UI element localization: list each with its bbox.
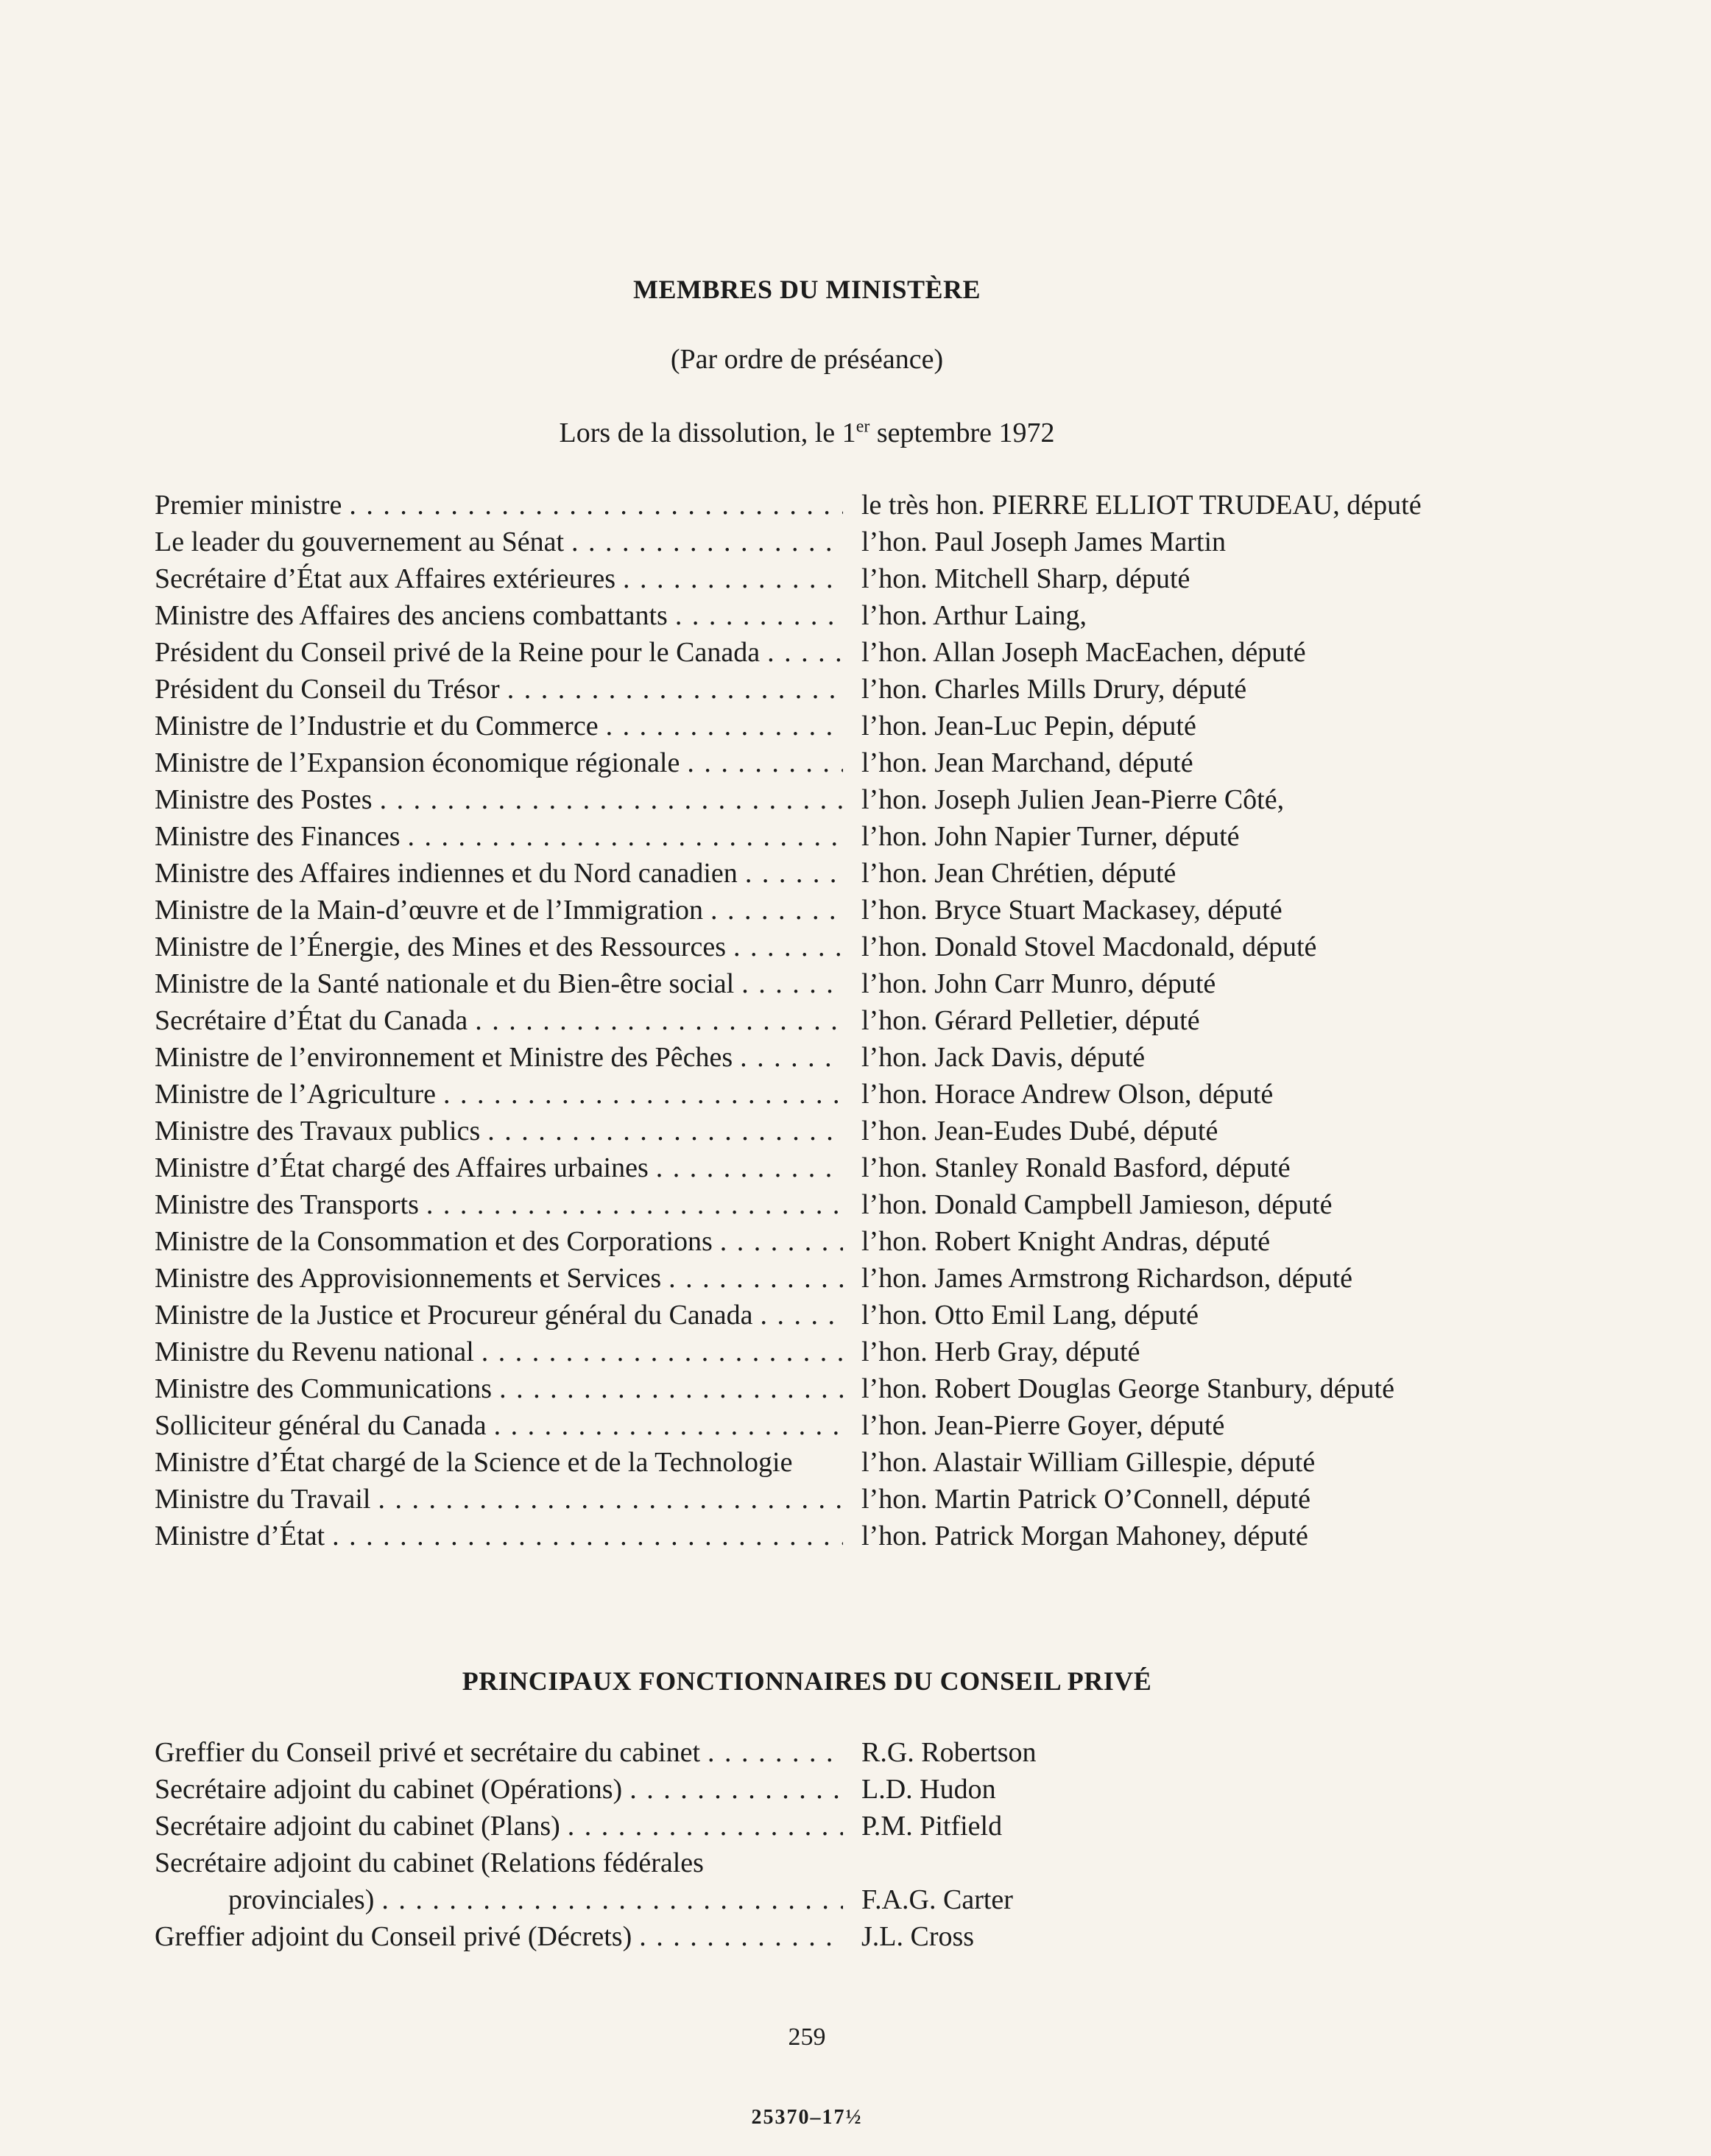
office-title: Ministre des Communications <box>155 1373 493 1404</box>
office-title: Solliciteur général du Canada <box>155 1410 487 1441</box>
office-holder: l’hon. Paul Joseph James Martin <box>861 526 1227 557</box>
office-holder: l’hon. Charles Mills Drury, député <box>861 674 1247 705</box>
office-title: Ministre des Transports <box>155 1189 419 1220</box>
office-holder: l’hon. Joseph Julien Jean-Pierre Côté, <box>861 784 1285 815</box>
office-holder: l’hon. Alastair William Gillespie, député <box>861 1447 1316 1478</box>
office-title: Ministre de la Main-d’œuvre et de l’Immigration <box>155 895 704 926</box>
office-title: Ministre des Approvisionnements et Services <box>155 1263 662 1294</box>
office-title: Ministre d’État chargé de la Science et de la Technologie <box>155 1447 793 1478</box>
office-title: Ministre des Affaires indiennes et du Nord canadien <box>155 858 738 889</box>
office-holder: L.D. Hudon <box>861 1774 996 1805</box>
office-holder: l’hon. Robert Knight Andras, député <box>861 1226 1271 1257</box>
dot-leader <box>475 1004 843 1037</box>
office-holder: l’hon. Robert Douglas George Stanbury, député <box>861 1373 1394 1404</box>
office-title: Ministre d’État <box>155 1521 325 1551</box>
date-prefix: Lors de la dissolution, le 1 <box>559 418 856 448</box>
office-title: Ministre de l’Industrie et du Commerce <box>155 711 599 741</box>
office-title: Ministre de l’environnement et Ministre des Pêches <box>155 1042 733 1073</box>
dot-leader <box>623 563 843 595</box>
office-holder: l’hon. Jean-Luc Pepin, député <box>861 711 1196 741</box>
dot-leader <box>745 857 843 889</box>
office-title: Ministre des Affaires des anciens combattants <box>155 600 668 631</box>
dot-leader <box>507 673 843 705</box>
office-title: provinciales) <box>228 1884 375 1915</box>
dot-leader <box>668 1262 843 1294</box>
office-title: Ministre de la Santé nationale et du Bien-être social <box>155 968 735 999</box>
office-holder: l’hon. Otto Emil Lang, député <box>861 1300 1199 1331</box>
office-title: Secrétaire adjoint du cabinet (Relations fédérales <box>155 1847 704 1878</box>
office-holder: J.L. Cross <box>861 1921 975 1952</box>
dot-leader <box>710 894 843 926</box>
dot-leader <box>380 783 843 816</box>
footer-code: 25370–17½ <box>751 2106 863 2129</box>
dot-leader <box>720 1225 843 1258</box>
office-title: Ministre de la Consommation et des Corporations <box>155 1226 713 1257</box>
dot-leader <box>378 1483 843 1515</box>
dot-leader <box>733 931 843 963</box>
office-title: Ministre des Travaux publics <box>155 1116 481 1146</box>
dot-leader <box>381 1884 843 1916</box>
dot-leader <box>487 1115 843 1147</box>
dot-leader <box>629 1773 843 1806</box>
office-holder: l’hon. Donald Stovel Macdonald, député <box>861 931 1317 962</box>
office-holder: l’hon. Jean Marchand, député <box>861 747 1193 778</box>
date-superscript: er <box>856 417 870 437</box>
date-suffix: septembre 1972 <box>869 418 1055 448</box>
office-title: Secrétaire d’État aux Affaires extérieures <box>155 563 615 594</box>
dot-leader <box>740 1041 843 1074</box>
office-holder: l’hon. Horace Andrew Olson, député <box>861 1079 1274 1110</box>
dot-leader <box>481 1336 843 1368</box>
office-holder: l’hon. Jack Davis, député <box>861 1042 1146 1073</box>
office-holder: l’hon. John Napier Turner, député <box>861 821 1240 852</box>
dot-leader <box>568 1810 843 1842</box>
office-holder: l’hon. Arthur Laing, <box>861 600 1087 631</box>
office-title: Ministre du Travail <box>155 1484 371 1515</box>
officials-heading: PRINCIPAUX FONCTIONNAIRES DU CONSEIL PRIVÉ <box>462 1666 1152 1696</box>
office-title: Président du Conseil du Trésor <box>155 674 500 705</box>
office-holder: l’hon. James Armstrong Richardson, député <box>861 1263 1353 1294</box>
office-title: Secrétaire adjoint du cabinet (Opérations) <box>155 1774 623 1805</box>
office-title: Ministre de l’Expansion économique régionale <box>155 747 680 778</box>
office-holder: l’hon. Jean-Eudes Dubé, député <box>861 1116 1218 1146</box>
office-holder: l’hon. John Carr Munro, député <box>861 968 1216 999</box>
office-title: Ministre du Revenu national <box>155 1336 474 1367</box>
office-holder: P.M. Pitfield <box>861 1811 1003 1842</box>
office-holder: l’hon. Mitchell Sharp, député <box>861 563 1190 594</box>
dot-leader <box>675 599 843 632</box>
dot-leader <box>767 636 843 669</box>
page-number: 259 <box>788 2023 826 2051</box>
office-holder: le très hon. PIERRE ELLIOT TRUDEAU, député <box>861 490 1422 521</box>
dot-leader <box>708 1736 843 1769</box>
dot-leader <box>761 1299 844 1331</box>
office-holder: l’hon. Jean-Pierre Goyer, député <box>861 1410 1225 1441</box>
office-holder: l’hon. Martin Patrick O’Connell, député <box>861 1484 1310 1515</box>
office-holder: l’hon. Gérard Pelletier, député <box>861 1005 1200 1036</box>
office-title: Greffier adjoint du Conseil privé (Décrets) <box>155 1921 632 1952</box>
office-title: Président du Conseil privé de la Reine pour le Canada <box>155 637 761 668</box>
dot-leader <box>426 1188 843 1221</box>
office-holder: l’hon. Patrick Morgan Mahoney, député <box>861 1521 1308 1551</box>
dot-leader <box>606 710 843 742</box>
office-holder: l’hon. Jean Chrétien, député <box>861 858 1176 889</box>
office-holder: l’hon. Allan Joseph MacEachen, député <box>861 637 1306 668</box>
office-holder: l’hon. Bryce Stuart Mackasey, député <box>861 895 1283 926</box>
office-holder: F.A.G. Carter <box>861 1884 1013 1915</box>
dot-leader <box>408 820 843 853</box>
office-holder: R.G. Robertson <box>861 1737 1037 1768</box>
dot-leader <box>494 1409 843 1442</box>
office-title: Ministre de l’Énergie, des Mines et des Ressources <box>155 931 727 962</box>
ministry-subtitle: (Par ordre de préséance) <box>670 344 944 375</box>
office-holder: l’hon. Herb Gray, député <box>861 1336 1140 1367</box>
dot-leader <box>639 1920 843 1953</box>
dot-leader <box>499 1373 843 1405</box>
dot-leader <box>656 1152 843 1184</box>
office-holder: l’hon. Stanley Ronald Basford, député <box>861 1152 1291 1183</box>
dot-leader <box>741 968 843 1000</box>
office-title: Secrétaire adjoint du cabinet (Plans) <box>155 1811 560 1842</box>
dot-leader <box>332 1520 843 1552</box>
office-holder: l’hon. Donald Campbell Jamieson, député <box>861 1189 1333 1220</box>
dot-leader <box>349 489 843 521</box>
dot-leader <box>687 747 843 779</box>
dissolution-date <box>0 417 1614 449</box>
office-title: Ministre de l’Agriculture <box>155 1079 437 1110</box>
office-title: Secrétaire d’État du Canada <box>155 1005 468 1036</box>
dot-leader <box>571 526 843 558</box>
office-title: Premier ministre <box>155 490 342 521</box>
office-title: Ministre d’État chargé des Affaires urbaines <box>155 1152 649 1183</box>
office-title: Ministre de la Justice et Procureur général du Canada <box>155 1300 753 1331</box>
office-title: Greffier du Conseil privé et secrétaire du cabinet <box>155 1737 701 1768</box>
office-title: Ministre des Finances <box>155 821 401 852</box>
office-title: Le leader du gouvernement au Sénat <box>155 526 565 557</box>
ministry-heading: MEMBRES DU MINISTÈRE <box>632 275 981 304</box>
office-title: Ministre des Postes <box>155 784 373 815</box>
dot-leader <box>443 1078 843 1110</box>
